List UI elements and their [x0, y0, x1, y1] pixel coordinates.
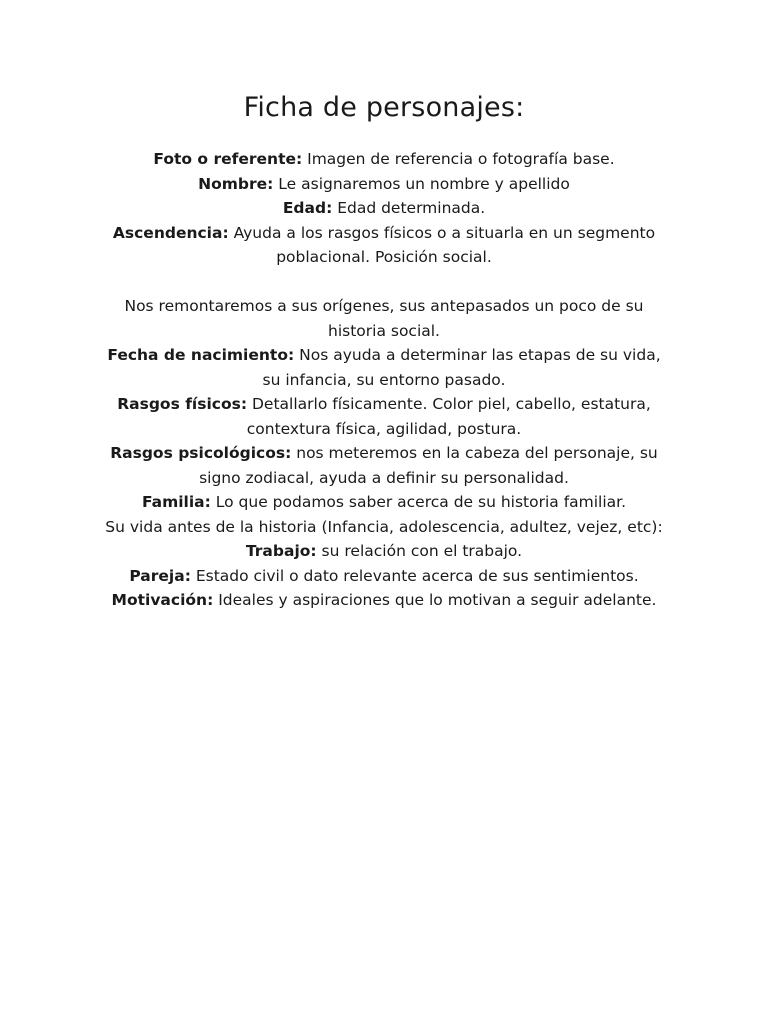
field-separator: : — [222, 223, 229, 242]
page-title: Ficha de personajes: — [243, 92, 525, 123]
field-rasgos-psicologicos — [96, 441, 672, 490]
field-label: Fecha de nacimiento — [107, 346, 288, 364]
field-text: Ideales y aspiraciones que lo motivan a seguir adelante. — [213, 591, 657, 609]
field-familia — [96, 490, 672, 515]
field-text: Ayuda a los rasgos físicos o a situarla en un segmento poblacional. Posición social. — [228, 223, 656, 266]
field-text: su relación con el trabajo. — [316, 542, 523, 560]
field-separator: : — [285, 444, 292, 462]
field-label: Edad — [282, 199, 327, 217]
field-label: Foto o referente — [153, 150, 296, 168]
field-label: Rasgos físicos — [117, 395, 241, 413]
field-separator: : — [204, 493, 211, 511]
field-edad — [96, 196, 672, 221]
field-label: Motivación — [111, 591, 208, 609]
field-separator: : — [310, 542, 317, 560]
field-ascendencia — [96, 221, 672, 270]
field-text: Imagen de referencia o fotografía base. — [302, 150, 615, 168]
field-text: Le asignaremos un nombre y apellido — [273, 174, 570, 193]
field-text: Edad determinada. — [332, 199, 486, 217]
field-separator: : — [184, 566, 191, 585]
field-label: Pareja — [129, 566, 185, 585]
field-label: Rasgos psicológicos — [110, 444, 286, 462]
field-text: Lo que podamos saber acerca de su historia familiar. — [210, 493, 627, 511]
field-separator: : — [240, 395, 248, 413]
paragraph-vida-antes: Su vida antes de la historia (Infancia, adolescencia, adultez, vejez, etc): — [105, 517, 663, 536]
field-separator: : — [287, 346, 295, 364]
field-fecha-nacimiento — [96, 343, 672, 392]
field-separator: : — [326, 199, 333, 217]
field-text: nos meteremos en la cabeza del personaje, su signo zodiacal, ayuda a definir su personalidad. — [199, 444, 658, 487]
field-label: Ascendencia — [112, 223, 223, 242]
field-separator: : — [207, 591, 214, 609]
field-text: Estado civil o dato relevante acerca de sus sentimientos. — [190, 566, 639, 585]
field-text: Detallarlo físicamente. Color piel, cabello, estatura, contextura física, agilidad, postura. — [246, 395, 651, 438]
field-pareja — [96, 564, 672, 589]
field-label: Nombre — [198, 174, 268, 193]
paragraph-origenes: Nos remontaremos a sus orígenes, sus antepasados un poco de su historia social. — [124, 297, 644, 340]
field-nombre — [96, 172, 672, 197]
field-motivacion — [96, 588, 672, 613]
field-label: Trabajo — [245, 542, 311, 560]
field-label: Familia — [141, 493, 205, 511]
field-trabajo — [96, 539, 672, 564]
field-separator: : — [267, 174, 274, 193]
field-rasgos-fisicos — [96, 392, 672, 441]
field-separator: : — [296, 150, 303, 168]
field-foto — [96, 147, 672, 172]
blank-line — [96, 270, 672, 295]
field-text: Nos ayuda a determinar las etapas de su vida, su infancia, su entorno pasado. — [262, 346, 661, 389]
document-body — [96, 147, 672, 613]
